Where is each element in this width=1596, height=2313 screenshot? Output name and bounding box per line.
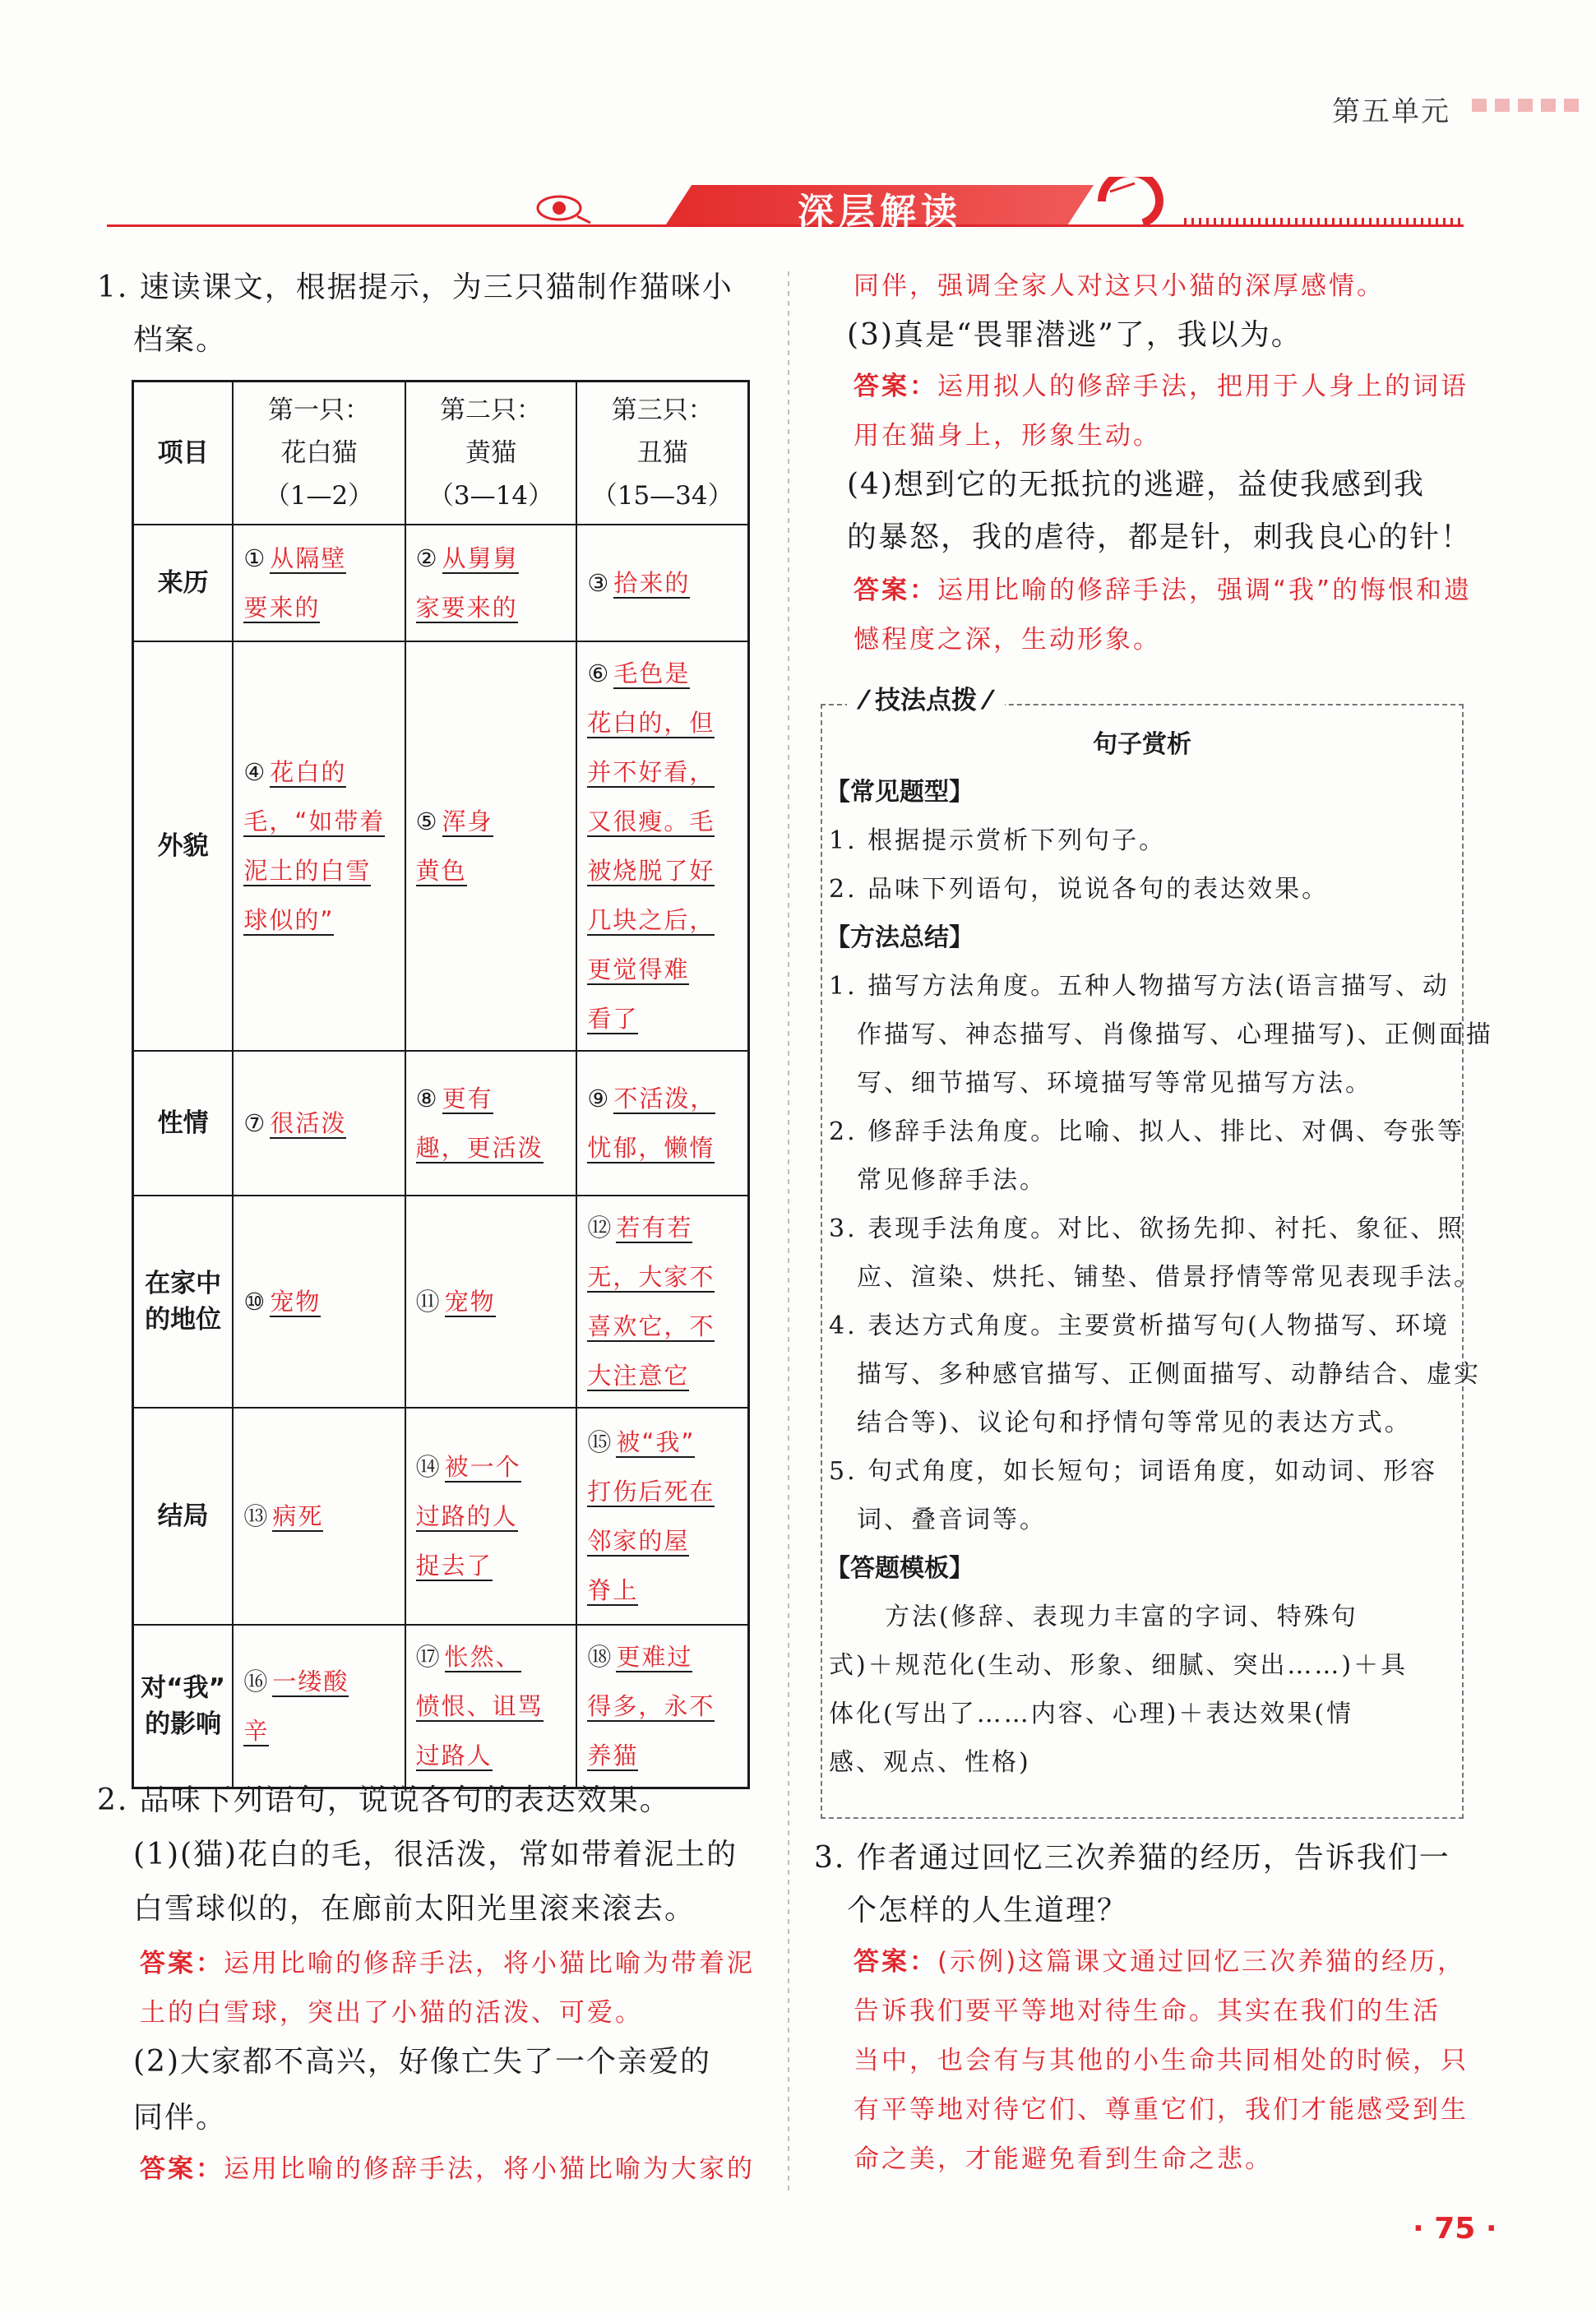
tip-type-1: 1. 根据提示赏析下列句子。 [829,826,1167,855]
table-cell [233,1408,405,1625]
answer-line [587,945,738,994]
tip-method-4-l2: 描写、多种感官描写、正侧面描写、动静结合、虚实 [857,1360,1481,1389]
answer-line [587,747,738,797]
answer-label: 答案： [140,1949,224,1978]
circled-number: ④ [243,757,267,786]
tip-subtitle: 句子赏析 [1093,730,1191,759]
tip-template-l4: 感、观点、性格) [829,1748,1031,1777]
answer-line [416,1731,567,1780]
answer-text: 从舅舅 [442,544,519,572]
row-label: 对“我” 的影响 [133,1625,234,1788]
q2-a3-line1: 答案：运用拟人的修辞手法，把用于人身上的词语 [854,372,1469,401]
answer-text: 花白的，但 [587,708,715,737]
answer-line [243,1706,394,1756]
header-col-2: 第二只： 黄猫 （3—14） [405,382,577,525]
answer-line [243,1277,394,1326]
answer-line [416,846,567,895]
answer-line [587,1566,738,1615]
answer-line [416,1682,567,1731]
answer-line [587,1467,738,1516]
tip-method-1-l1: 1. 描写方法角度。五种人物描写方法(语言描写、动 [829,972,1450,1001]
tip-method-4-l1: 4. 表达方式角度。主要赏析描写句(人物描写、环境 [829,1311,1450,1340]
circled-number: ⑪ [415,1287,442,1316]
answer-text: 趣，更活泼 [415,1133,544,1162]
circled-number: ⑭ [415,1452,442,1481]
answer-line [416,583,567,632]
answer-line [243,583,394,632]
answer-line [587,1731,738,1780]
column-divider [788,271,789,2195]
circled-number: ⑯ [243,1667,270,1695]
answer-label: 答案： [854,576,937,605]
table-cell [233,1196,405,1408]
answer-text: 养猫 [587,1741,639,1769]
circled-number: ② [415,544,439,572]
row-label: 外貌 [133,641,234,1051]
answer-line [416,1632,567,1682]
q2-a2-line2: 同伴，强调全家人对这只小猫的深厚感情。 [854,271,1385,301]
q2-s3: (3)真是“畏罪潜逃”了，我以为。 [847,318,1302,352]
q1-stem-line1: 1. 速读课文，根据提示，为三只猫制作猫咪小 [97,271,733,304]
answer-line [243,895,394,945]
tip-method-4-l3: 结合等)、议论句和抒情句等常见的表达方式。 [857,1409,1412,1437]
answer-text: 泥土的白雪 [243,856,372,885]
answer-line [587,1516,738,1566]
answer-text: 更觉得难 [587,955,690,983]
q3-stem-line2: 个怎样的人生道理？ [847,1894,1129,1927]
circled-number: ① [243,544,267,572]
slash-right-icon: ⁄ [976,686,990,715]
q3-answer-line3: 当中，也会有与其他的小生命共同相处的时候，只 [854,2046,1469,2075]
q2-a4-line1: 答案：运用比喻的修辞手法，强调“我”的悔恨和遗 [854,576,1473,605]
answer-text: 怅然、 [444,1642,521,1671]
table-cell [576,1051,748,1196]
answer-line [587,994,738,1043]
tip-template-l1: 方法(修辞、表现力丰富的字词、特殊句 [885,1603,1358,1631]
answer-text: 无，大家不 [587,1262,715,1291]
table-row [133,1051,749,1196]
answer-label: 答案： [854,372,937,401]
tip-method-2-l1: 2. 修辞手法角度。比喻、拟人、排比、对偶、夸张等 [829,1117,1465,1146]
answer-text: 黄色 [415,856,467,885]
table-cell [233,641,405,1051]
q2-s1-line2: 白雪球似的，在廊前太阳光里滚来滚去。 [133,1892,696,1926]
tip-method-1-l2: 作描写、神态描写、肖像描写、心理描写)、正侧面描 [857,1020,1493,1049]
answer-text: 更难过 [616,1642,693,1671]
answer-line [416,1541,567,1590]
answer-text: 宠物 [270,1287,322,1316]
table-cell [233,1625,405,1788]
q3-answer-line4: 有平等地对待它们、尊重它们，我们才能感受到生 [854,2095,1469,2125]
answer-text: 过路的人 [415,1501,518,1530]
header-col-1: 第一只： 花白猫 （1—2） [233,382,405,525]
circled-number: ⑩ [243,1287,267,1316]
header-item: 项目 [133,382,234,525]
answer-text: 辛 [243,1716,270,1745]
answer-text: 喜欢它，不 [587,1311,715,1340]
table-cell [576,1625,748,1788]
answer-text: 花白的 [270,757,347,786]
answer-line [243,534,394,583]
answer-text: 浑身 [442,807,493,835]
answer-text: 更有 [442,1084,493,1113]
answer-line [587,1203,738,1252]
circled-number: ⑮ [587,1427,613,1456]
tip-title: ⁄ 技法点拨 ⁄ [847,679,1005,722]
answer-text: 并不好看， [587,757,715,786]
answer-line [587,1682,738,1731]
answer-text: 球似的” [243,905,335,934]
section-banner [107,177,1464,234]
circled-number: ⑥ [587,659,611,687]
table-row [133,525,749,641]
answer-text: 得多，永不 [587,1691,715,1720]
q2-a2-line1: 答案：运用比喻的修辞手法，将小猫比喻为大家的 [140,2154,755,2184]
circled-number: ⑫ [587,1213,613,1242]
q2-a3-line2: 用在猫身上，形象生动。 [854,421,1161,451]
row-label: 结局 [133,1408,234,1625]
table-row [133,1408,749,1625]
tip-method-5-l2: 词、叠音词等。 [857,1506,1047,1534]
answer-text: 捉去了 [415,1551,493,1580]
q3-answer-line5: 命之美，才能避免看到生命之悲。 [854,2144,1273,2174]
answer-line [416,1492,567,1541]
tip-heading-methods: 【方法总结】 [826,923,974,952]
answer-text: 病死 [272,1501,324,1530]
table-header-row [133,382,749,525]
answer-line [587,1252,738,1302]
row-label: 性情 [133,1051,234,1196]
table-row [133,1625,749,1788]
table-cell [405,1051,577,1196]
answer-line [243,1657,394,1706]
answer-line [416,797,567,846]
q3-answer-line1: 答案：(示例)这篇课文通过回忆三次养猫的经历， [854,1947,1466,1977]
tip-template-l3: 体化(写出了……内容、心理)＋表达效果(情 [829,1700,1354,1728]
page-number: · 75 · [1413,2212,1497,2246]
answer-text: 脊上 [587,1575,639,1604]
tip-method-3-l1: 3. 表现手法角度。对比、欲扬先抑、衬托、象征、照 [829,1214,1465,1243]
answer-line [587,1418,738,1467]
slash-left-icon: ⁄ [862,686,875,715]
answer-text: 不活泼， [613,1084,716,1113]
answer-text: 很活泼 [270,1108,347,1137]
answer-text: 愤恨、诅骂 [415,1691,544,1720]
circled-number: ⑰ [415,1642,442,1671]
tip-template-l2: 式)＋规范化(生动、形象、细腻、突出……)＋具 [829,1651,1409,1680]
answer-text: 若有若 [616,1213,693,1242]
tip-heading-types: 【常见题型】 [826,778,974,807]
q2-s1-line1: (1)(猫)花白的毛，很活泼，常如带着泥土的 [133,1838,738,1871]
table-cell [576,1408,748,1625]
table-row [133,641,749,1051]
circled-number: ⑨ [587,1084,611,1113]
q3-stem-line1: 3. 作者通过回忆三次养猫的经历，告诉我们一 [814,1841,1450,1875]
answer-text: 家要来的 [415,593,518,622]
tip-type-2: 2. 品味下列语句，说说各句的表达效果。 [829,875,1330,904]
row-label: 来历 [133,525,234,641]
q2-s2-line1: (2)大家都不高兴，好像亡失了一个亲爱的 [133,2045,711,2079]
table-row [133,1196,749,1408]
answer-label: 答案： [140,2154,224,2184]
answer-text: 看了 [587,1004,639,1033]
q2-s2-line2: 同伴。 [133,2101,228,2135]
answer-line [243,1099,394,1148]
answer-text: 拾来的 [613,568,691,597]
table-cell [405,525,577,641]
q2-s4-line2: 的暴怒，我的虐待，都是针，刺我良心的针！ [847,520,1473,554]
answer-line [416,1074,567,1123]
answer-label: 答案： [854,1947,937,1977]
tip-method-3-l2: 应、渲染、烘托、铺垫、借景抒情等常见表现手法。 [857,1263,1481,1292]
answer-line [243,1492,394,1541]
swirl-decoration-icon [1094,177,1184,226]
q2-a1-line2: 土的白雪球，突出了小猫的活泼、可爱。 [140,1998,643,2028]
table-cell [233,1051,405,1196]
answer-text: 要来的 [243,593,321,622]
tip-method-1-l3: 写、细节描写、环境描写等常见描写方法。 [857,1069,1372,1098]
answer-line [416,1277,567,1326]
answer-text: 一缕酸 [272,1667,349,1695]
answer-line [416,1123,567,1173]
answer-line [243,846,394,895]
answer-text: 几块之后， [587,905,715,934]
circled-number: ⑤ [415,807,439,835]
circled-number: ⑱ [587,1642,613,1671]
answer-line [587,1074,738,1123]
answer-line [587,1632,738,1682]
answer-line [416,534,567,583]
answer-text: 毛色是 [613,659,691,687]
cat-profile-table [132,380,750,1789]
q2-stem: 2. 品味下列语句，说说各句的表达效果。 [97,1783,671,1817]
answer-text: 从隔壁 [270,544,347,572]
banner-hatching [1184,218,1464,226]
answer-line [587,558,738,608]
circled-number: ③ [587,568,611,597]
answer-line [587,1302,738,1351]
answer-line [587,698,738,747]
answer-line [587,1123,738,1173]
answer-text: 毛，“如带着 [243,807,386,835]
answer-line [243,747,394,797]
answer-text: 又很瘦。毛 [587,807,715,835]
circled-number: ⑦ [243,1108,267,1137]
table-cell [576,525,748,641]
answer-line [587,1351,738,1400]
q3-answer-line2: 告诉我们要平等地对待生命。其实在我们的生活 [854,1996,1441,2026]
answer-text: 邻家的屋 [587,1526,690,1555]
section-title: 深层解读 [798,191,962,233]
answer-line [587,649,738,698]
circled-number: ⑬ [243,1501,270,1530]
answer-text: 被“我” [616,1427,696,1456]
table-cell [576,1196,748,1408]
table-cell [576,641,748,1051]
eye-icon [534,192,592,224]
table-cell [405,1625,577,1788]
q2-a4-line2: 憾程度之深，生动形象。 [854,625,1161,655]
answer-line [587,895,738,945]
table-cell [233,525,405,641]
answer-line [587,797,738,846]
answer-text: 忧郁，懒惰 [587,1133,715,1162]
tip-heading-template: 【答题模板】 [826,1554,974,1583]
answer-text: 宠物 [444,1287,496,1316]
answer-line [416,1442,567,1492]
circled-number: ⑧ [415,1084,439,1113]
answer-text: 大注意它 [587,1361,690,1390]
answer-line [243,797,394,846]
q1-stem-line2: 档案。 [133,323,228,357]
table-cell [405,1196,577,1408]
answer-text: 过路人 [415,1741,493,1769]
header-col-3: 第三只： 丑猫 （15—34） [576,382,748,525]
table-cell [405,1408,577,1625]
q2-a1-line1: 答案：运用比喻的修辞手法，将小猫比喻为带着泥 [140,1949,755,1978]
table-cell [405,641,577,1051]
row-label: 在家中 的地位 [133,1196,234,1408]
tip-method-2-l2: 常见修辞手法。 [857,1166,1047,1195]
q2-s4-line1: (4)想到它的无抵抗的逃避，益使我感到我 [847,468,1425,502]
answer-line [587,846,738,895]
tip-method-5-l1: 5. 句式角度，如长短句；词语角度，如动词、形容 [829,1457,1438,1486]
answer-text: 被一个 [444,1452,521,1481]
unit-label: 第五单元 [1332,95,1450,128]
unit-dots-decoration [1472,99,1579,112]
answer-text: 被烧脱了好 [587,856,715,885]
answer-text: 打伤后死在 [587,1477,715,1506]
